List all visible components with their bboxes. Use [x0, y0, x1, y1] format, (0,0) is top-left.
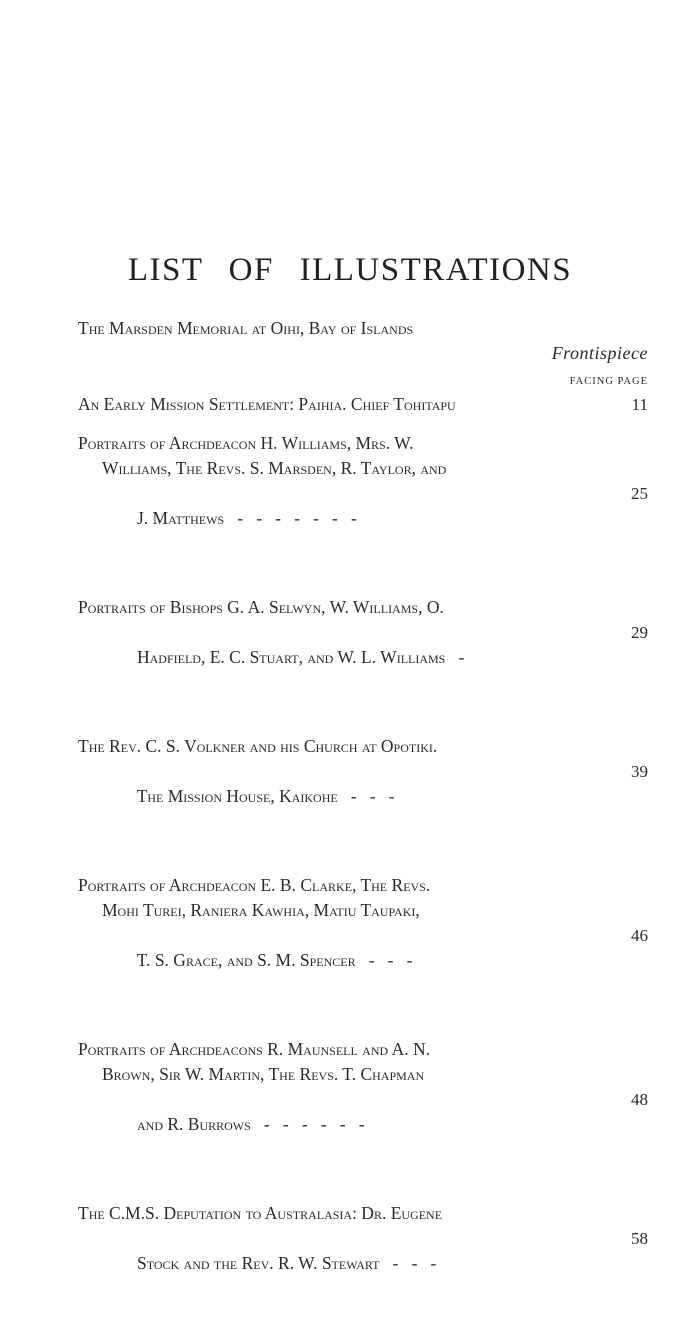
entry-line-text: and R. Burrows - - - - - - [137, 1114, 365, 1134]
entry-line: The Rev. C. S. Volkner and his Church at Opotiki. [78, 736, 438, 756]
entry-page-number: 39 [631, 762, 648, 781]
entry-line [78, 1226, 648, 1326]
entry-page-number: 46 [631, 926, 648, 945]
entry-line [78, 481, 648, 581]
column-header-facing-page: FACING PAGE [569, 376, 648, 387]
entry-line: An Early Mission Settlement: Paihia. Chief Tohitapu [78, 394, 456, 414]
list-entry [78, 873, 648, 1023]
entry-line [78, 923, 648, 1023]
list-entry [78, 431, 648, 581]
entry-line-text: The Mission House, Kaikohe - - - [136, 786, 395, 806]
entry-line-text: T. S. Grace, and S. M. Spencer - - - [136, 950, 413, 970]
list-entry [78, 1201, 648, 1326]
list-entry [78, 392, 648, 417]
entry-line [78, 759, 648, 859]
entry-line: Portraits of Bishops G. A. Selwyn, W. Williams, O. [78, 597, 444, 617]
entry-line: Mohi Turei, Raniera Kawhia, Matiu Taupaki, [102, 900, 420, 920]
illustrations-list [78, 316, 648, 1326]
entry-line-text: J. Matthews - - - - - - - [137, 508, 357, 528]
entry-line-text: Hadfield, E. C. Stuart, and W. L. Williams - [137, 647, 465, 667]
list-entry [78, 595, 648, 720]
entry-text: The Marsden Memorial at Oihi, Bay of Islands [78, 318, 414, 338]
list-entry-frontispiece [78, 316, 648, 392]
entry-page-number: 11 [631, 395, 648, 414]
entry-line: The C.M.S. Deputation to Australasia: Dr. Eugene [78, 1203, 443, 1223]
entry-line: Portraits of Archdeacon E. B. Clarke, The Revs. [78, 875, 431, 895]
entry-page-number: 25 [631, 484, 648, 503]
entry-page-frontispiece: Frontispiece [551, 343, 648, 363]
entry-page-number: 48 [631, 1090, 648, 1109]
entry-line: Portraits of Archdeacon H. Williams, Mrs. W. [78, 433, 414, 453]
list-entry [78, 1037, 648, 1187]
entry-line: Portraits of Archdeacons R. Maunsell and A. N. [78, 1039, 430, 1059]
entry-page-number: 58 [631, 1229, 648, 1248]
entry-line: Brown, Sir W. Martin, The Revs. T. Chapman [102, 1064, 425, 1084]
entry-line: Williams, The Revs. S. Marsden, R. Taylor, and [102, 458, 447, 478]
entry-page-number: 29 [631, 623, 648, 642]
entry-line [78, 1087, 648, 1187]
entry-line-text: Stock and the Rev. R. W. Stewart - - - [137, 1253, 437, 1273]
entry-line [78, 620, 648, 720]
page-title: LIST OF ILLUSTRATIONS [127, 252, 573, 288]
list-entry [78, 734, 648, 859]
